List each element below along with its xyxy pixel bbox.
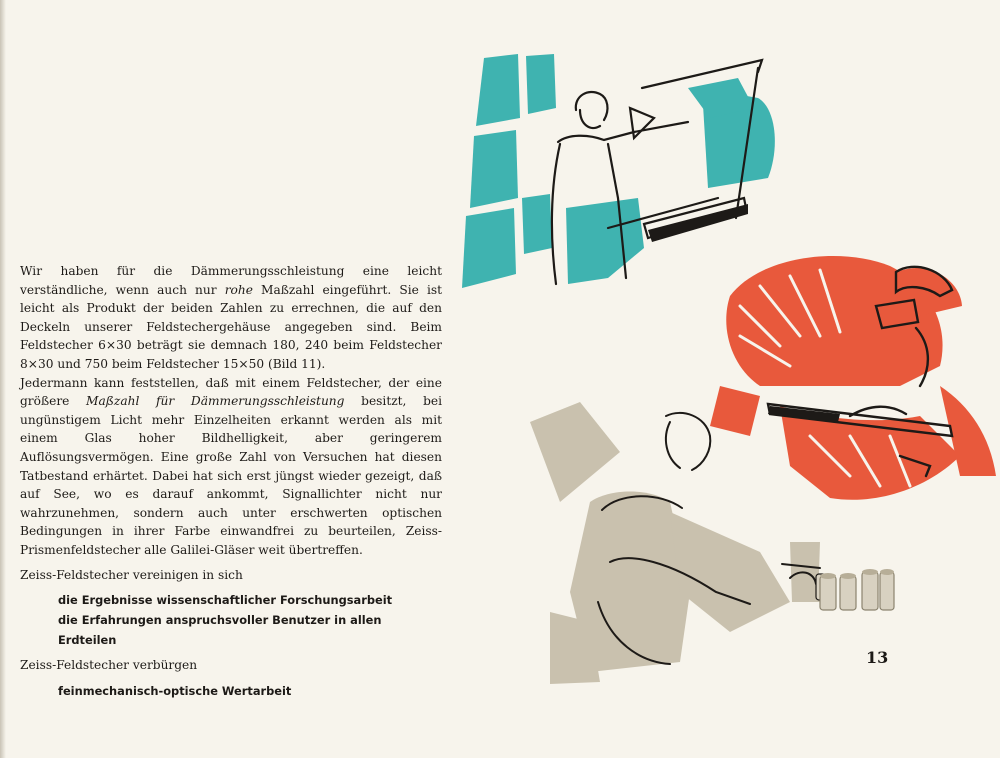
list-item: die Erfahrungen anspruchsvoller Benutzer in allen Erdteilen — [58, 613, 382, 648]
list-item: feinmechanisch-optische Wertarbeit — [58, 683, 292, 698]
paragraph-feldstecher-vergleich: Jedermann kann feststellen, daß mit einem Feldstecher, der eine größere Maßzahl für Dämmerungsschleistung besitzt, bei ungünstigem Licht mehr Einzelheiten erkannt werden als mit einem Glas hoher Bildhelligkeit, aber geringerem Auflösungsvermögen. Eine große Zahl von Versuchen hat diesen Tatbestand erhärtet. Dabei hat sich erst jüngst wieder gezeigt, daß auf See, wo es darauf ankommt, Signallichter nicht nur wahrzunehmen, sondern auch unter erschwerten optischen Bedingungen in ihrer Farbe einwandfrei zu beurteilen, Zeiss-Prismenfeldstecher alle Galilei-Gläser weit übertreffen. — [20, 375, 443, 557]
illustration-writer — [520, 392, 830, 692]
page-spine-shadow — [0, 0, 6, 758]
binoculars-icon — [818, 566, 898, 614]
body-text — [20, 262, 442, 707]
list-item: die Ergebnisse wissenschaftlicher Forschungsarbeit — [58, 593, 393, 608]
page-number: 13 — [866, 648, 889, 667]
section-intro-vereinigen: Zeiss-Feldstecher vereinigen in sich — [20, 567, 243, 582]
paragraph-dammerung-intro: Wir haben für die Dämmerungsschleistung eine leicht verständliche, wenn auch nur rohe Maßzahl eingeführt. Sie ist leicht als Produkt der beiden Zahlen zu errechnen, die auf den Deckeln unserer Feldstechergehäuse angegeben sind. Beim Feldstecher 6×30 beträgt sie demnach 180, 240 beim Feldstecher 8×30 und 750 beim Feldstecher 15×50 (Bild 11). — [20, 264, 442, 371]
list-vereinigen — [58, 590, 442, 650]
list-verburgen — [58, 681, 442, 701]
section-intro-verburgen: Zeiss-Feldstecher verbürgen — [20, 658, 198, 673]
